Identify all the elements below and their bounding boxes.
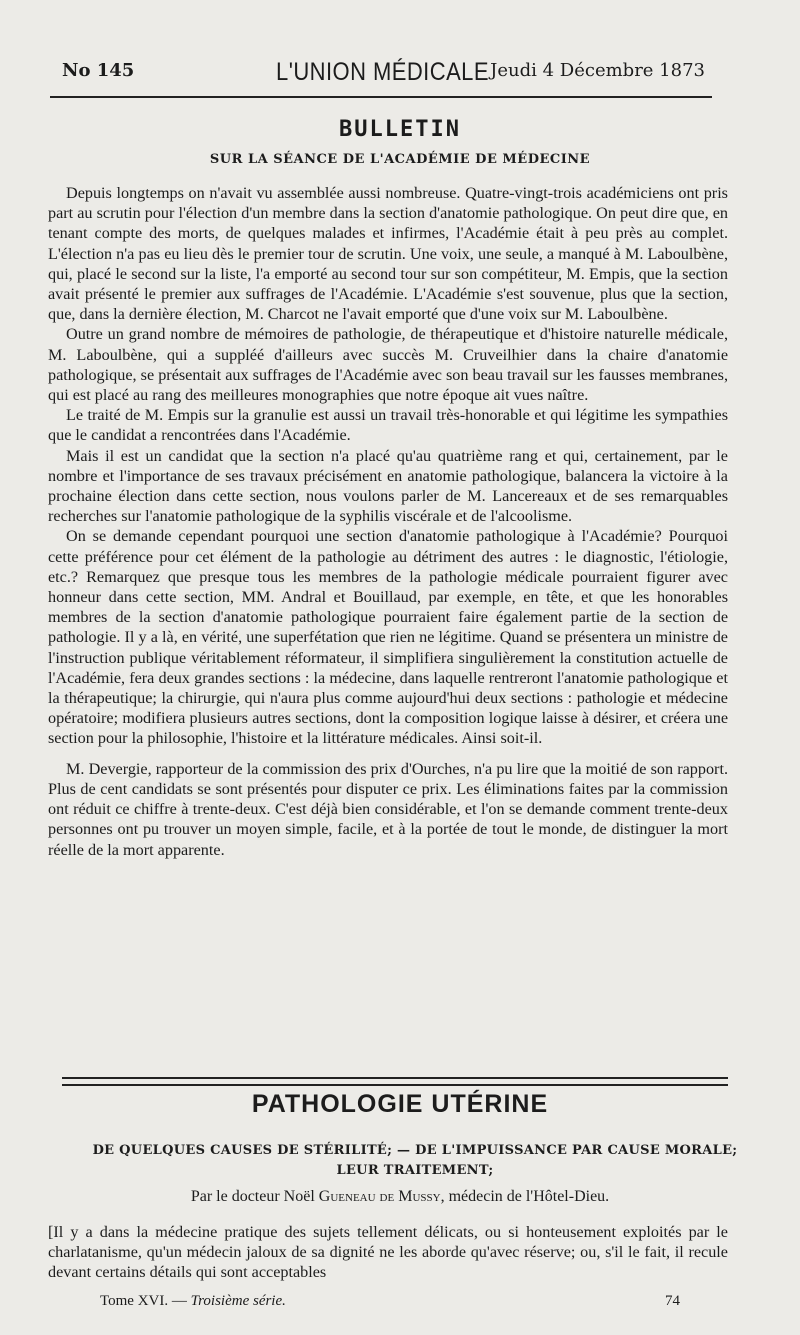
- article-body: [48, 1222, 728, 1283]
- section-divider: [62, 1077, 728, 1086]
- article-author: [0, 1188, 800, 1206]
- bulletin-paragraph: Le traité de M. Empis sur la granulie est aussi un travail très-honorable et qui légitime les sympathies que le candidat a rencontrées dans l'Académie.: [48, 406, 728, 445]
- article-title: DE QUELQUES CAUSES DE STÉRILITÉ; — DE L'IMPUISSANCE PAR CAUSE MORALE; LEUR TRAITEMENT;: [92, 1143, 738, 1178]
- footer-volume: [100, 1293, 286, 1310]
- bulletin-paragraph: Depuis longtemps on n'avait vu assemblée aussi nombreuse. Quatre-vingt-trois académiciens ont pris part au scrutin pour l'élection d'un membre dans la section d'anatomie pathologique. On peut dire que, en tenant compte des morts, de quelques malades et infirmes, l'Académie était à peu près au complet. L'élection n'a pas eu lieu dès le premier tour de scrutin. Une voix, une seule, a manqué à M. Laboulbène, qui, placé le second sur la liste, l'a emporté au second tour sur son compétiteur, M. Empis, que la section avait présenté le premier aux suffrages de l'Académie. L'Académie s'est souvenue, plus que la section, que, dans la dernière élection, M. Charcot ne l'avait emporté que d'une voix sur M. Laboulbène.: [48, 184, 728, 324]
- bulletin-heading: BULLETIN: [339, 117, 461, 142]
- bulletin-paragraph: Outre un grand nombre de mémoires de pathologie, de thérapeutique et d'histoire naturelle médicale, M. Laboulbène, qui a suppléé d'ailleurs avec succès M. Cruveilhier dans la chaire d'anatomie pathologique, se présentait aux suffrages de l'Académie avec son beau travail sur les fausses membranes, qui est placé au rang des meilleures monographies que notre époque ait vues naître.: [48, 325, 728, 405]
- author-name: Gueneau de Mussy: [318, 1188, 441, 1205]
- author-prefix: Par le docteur Noël: [190, 1188, 315, 1205]
- section-heading: PATHOLOGIE UTÉRINE: [251, 1090, 549, 1118]
- footer-serie: Troisième série.: [190, 1293, 286, 1309]
- bulletin-paragraph: Mais il est un candidat que la section n'a placé qu'au quatrième rang et qui, certainement, par le nombre et l'importance de ses travaux précisément en anatomie pathologique, balancera la victoire à la prochaine élection dans cette section, nous voulons parler de M. Lancereaux et de ses remarquables recherches sur l'anatomie pathologique de la syphilis viscérale et de l'alcoolisme.: [48, 446, 728, 526]
- issue-date: Jeudi 4 Décembre 1873: [490, 60, 705, 81]
- bulletin-paragraph: M. Devergie, rapporteur de la commission des prix d'Ourches, n'a pu lire que la moitié de son rapport. Plus de cent candidats se sont présentés pour disputer ce prix. Les éliminations faites par la commission ont réduit ce chiffre à trente-deux. C'est déjà bien considérable, et l'on se demande comment trente-deux personnes ont pu trouver un moyen simple, facile, et à la portée de tout le monde, de distinguer la mort réelle de la mort apparente.: [48, 759, 728, 859]
- footer-tome: Tome XVI. —: [100, 1293, 187, 1309]
- page-header: [60, 54, 705, 90]
- page-footer: [100, 1293, 680, 1315]
- bulletin-paragraph: On se demande cependant pourquoi une section d'anatomie pathologique à l'Académie? Pourquoi cette préférence pour cet élément de la pathologie au détriment des autres : le diagnostic, l'étiologie, etc.? Remarquez que presque tous les membres de la pathologie médicale pourraient figurer avec honneur dans cette section, MM. Andral et Bouillaud, par exemple, en tête, et que les honorables membres de la section d'anatomie pathologique pourraient faire également partie de la section de pathologie. Il y a là, en vérité, une superfétation que rien ne légitime. Quand se présentera un ministre de l'instruction publique véritablement réformateur, il simplifiera singulièrement la constitution actuelle de l'Académie, fera deux grandes sections : la médecine, dans laquelle rentreront l'anatomie pathologique et la thérapeutique; la chirurgie, qui n'aura plus comme aujourd'hui deux sections : pathologie et médecine opératoire; modifiera plusieurs autres sections, dont la composition logique laisse à désirer, et créera une section pour la philosophie, l'histoire et la littérature médicales. Ainsi soit-il.: [48, 527, 728, 748]
- article-paragraph: [Il y a dans la médecine pratique des sujets tellement délicats, ou si honteusement exploités par le charlatanisme, qu'un médecin jaloux de sa dignité ne les aborde qu'avec réserve; ou, s'il le fait, il recule devant certains détails qui sont acceptables: [48, 1223, 728, 1282]
- issue-number: No 145: [62, 60, 135, 81]
- page-number: 74: [665, 1293, 680, 1309]
- journal-title: L'UNION MÉDICALE: [276, 58, 489, 86]
- author-suffix: , médecin de l'Hôtel-Dieu.: [440, 1188, 610, 1205]
- header-rule: [50, 96, 712, 98]
- bulletin-body: [48, 183, 728, 860]
- bulletin-subheading: SUR LA SÉANCE DE L'ACADÉMIE DE MÉDECINE: [209, 152, 591, 167]
